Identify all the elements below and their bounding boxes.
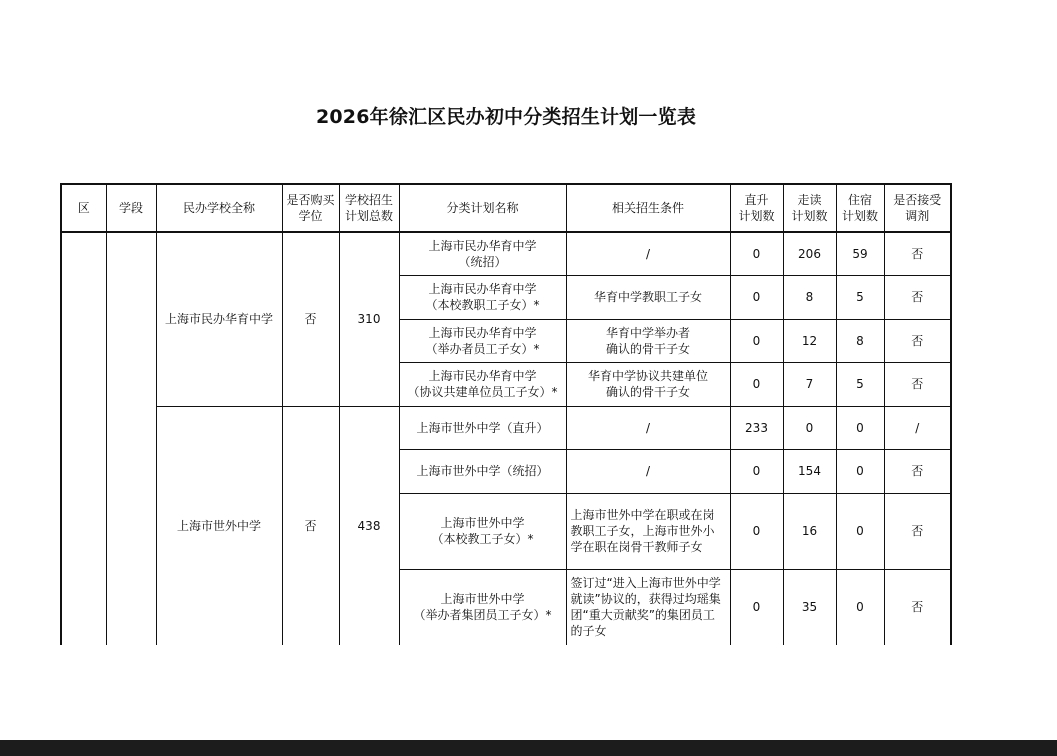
plan-name-cell: 上海市民办华育中学 （本校教职工子女）* [399,275,566,319]
total-plan-cell: 310 [339,232,399,406]
plan-name-cell: 上海市世外中学（直升） [399,406,566,449]
plan-name-cell: 上海市民办华育中学 （协议共建单位员工子女）* [399,362,566,406]
boarding-count-cell: 0 [836,406,884,449]
conditions-cell: 华育中学协议共建单位 确认的骨干子女 [566,362,730,406]
accept-adjust-cell: 否 [884,362,951,406]
direct-count-cell: 0 [730,275,783,319]
commute-count-cell: 12 [783,319,836,362]
plan-name-cell: 上海市世外中学 （本校教工子女）* [399,493,566,569]
header-plan-name: 分类计划名称 [399,184,566,232]
direct-count-cell: 0 [730,493,783,569]
buy-seat-cell: 否 [282,232,339,406]
plan-name-cell: 上海市民办华育中学 （举办者员工子女）* [399,319,566,362]
commute-count-cell: 35 [783,569,836,645]
table-header-row [61,184,951,232]
accept-adjust-cell: 否 [884,569,951,645]
accept-adjust-cell: 否 [884,275,951,319]
commute-count-cell: 0 [783,406,836,449]
boarding-count-cell: 5 [836,275,884,319]
conditions-cell: / [566,232,730,275]
header-commute-count: 走读 计划数 [783,184,836,232]
school-name-cell: 上海市世外中学 [156,406,282,645]
header-accept-adjust: 是否接受 调剂 [884,184,951,232]
accept-adjust-cell: 否 [884,232,951,275]
direct-count-cell: 0 [730,569,783,645]
school-name-cell: 上海市民办华育中学 [156,232,282,406]
boarding-count-cell: 0 [836,493,884,569]
buy-seat-cell: 否 [282,406,339,645]
direct-count-cell: 233 [730,406,783,449]
district-cell [61,232,106,645]
boarding-count-cell: 5 [836,362,884,406]
header-district: 区 [61,184,106,232]
commute-count-cell: 16 [783,493,836,569]
accept-adjust-cell: / [884,406,951,449]
direct-count-cell: 0 [730,362,783,406]
header-direct-count: 直升 计划数 [730,184,783,232]
enrollment-plan-table [60,183,952,645]
direct-count-cell: 0 [730,319,783,362]
direct-count-cell: 0 [730,449,783,493]
commute-count-cell: 7 [783,362,836,406]
conditions-cell: / [566,406,730,449]
header-school-name: 民办学校全称 [156,184,282,232]
boarding-count-cell: 8 [836,319,884,362]
conditions-cell: 签订过“进入上海市世外中学就读”协议的，获得过均瑶集团“重大贡献奖”的集团员工的子女 [566,569,730,645]
page-title: 2026年徐汇区民办初中分类招生计划一览表 [315,106,697,128]
accept-adjust-cell: 否 [884,449,951,493]
header-total-plan: 学校招生 计划总数 [339,184,399,232]
table-row [61,406,951,449]
boarding-count-cell: 59 [836,232,884,275]
stage-cell [106,232,156,645]
header-boarding-count: 住宿 计划数 [836,184,884,232]
commute-count-cell: 8 [783,275,836,319]
header-stage: 学段 [106,184,156,232]
direct-count-cell: 0 [730,232,783,275]
total-plan-cell: 438 [339,406,399,645]
boarding-count-cell: 0 [836,569,884,645]
accept-adjust-cell: 否 [884,319,951,362]
plan-name-cell: 上海市世外中学 （举办者集团员工子女）* [399,569,566,645]
conditions-cell: / [566,449,730,493]
commute-count-cell: 206 [783,232,836,275]
accept-adjust-cell: 否 [884,493,951,569]
plan-name-cell: 上海市世外中学（统招） [399,449,566,493]
conditions-cell: 华育中学举办者 确认的骨干子女 [566,319,730,362]
plan-name-cell: 上海市民办华育中学 （统招） [399,232,566,275]
header-conditions: 相关招生条件 [566,184,730,232]
conditions-cell: 上海市世外中学在职或在岗教职工子女，上海市世外小学在职在岗骨干教师子女 [566,493,730,569]
header-buy-seat: 是否购买 学位 [282,184,339,232]
commute-count-cell: 154 [783,449,836,493]
conditions-cell: 华育中学教职工子女 [566,275,730,319]
boarding-count-cell: 0 [836,449,884,493]
table-row [61,232,951,275]
page-bottom-bar [0,740,1057,756]
